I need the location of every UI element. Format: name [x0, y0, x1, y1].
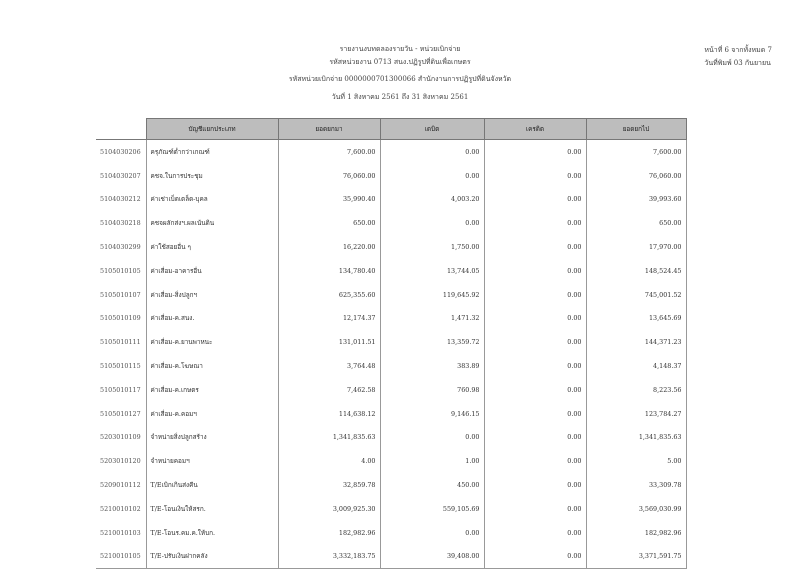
table-row — [96, 330, 686, 354]
opening-balance: 7,462.58 — [278, 378, 380, 402]
account-name: ครุภัณฑ์ต่ำกว่าเกณฑ์ — [146, 140, 278, 164]
account-code: 5105010109 — [96, 307, 146, 331]
account-code: 5104030299 — [96, 235, 146, 259]
closing-balance: 4,148.37 — [586, 354, 686, 378]
closing-balance: 1,341,835.63 — [586, 426, 686, 450]
credit-amount: 0.00 — [484, 545, 586, 569]
opening-balance: 16,220.00 — [278, 235, 380, 259]
debit-amount: 760.98 — [380, 378, 484, 402]
trial-balance-table — [96, 118, 687, 569]
account-name: จำหน่ายคอมฯ — [146, 449, 278, 473]
account-name: T/E-โอนร.คม.ค.ให้บก. — [146, 521, 278, 545]
credit-amount: 0.00 — [484, 473, 586, 497]
table-row — [96, 378, 686, 402]
account-name: ค่าเสื่อม-อาคารอื่น — [146, 259, 278, 283]
account-name: ค่าเสื่อม-ค.เกษตร — [146, 378, 278, 402]
table-row — [96, 307, 686, 331]
account-code: 5104030207 — [96, 164, 146, 188]
debit-amount: 39,408.00 — [380, 545, 484, 569]
credit-amount: 0.00 — [484, 330, 586, 354]
opening-balance: 4.00 — [278, 449, 380, 473]
credit-amount: 0.00 — [484, 211, 586, 235]
closing-balance: 7,600.00 — [586, 140, 686, 164]
credit-amount: 0.00 — [484, 497, 586, 521]
opening-balance: 3,332,183.75 — [278, 545, 380, 569]
debit-amount: 559,105.69 — [380, 497, 484, 521]
debit-amount: 0.00 — [380, 164, 484, 188]
closing-balance: 33,309.78 — [586, 473, 686, 497]
closing-balance: 8,223.56 — [586, 378, 686, 402]
closing-balance: 76,060.00 — [586, 164, 686, 188]
opening-balance: 182,982.96 — [278, 521, 380, 545]
opening-balance: 625,355.60 — [278, 283, 380, 307]
header-credit: เครดิต — [484, 119, 586, 140]
account-code: 5105010111 — [96, 330, 146, 354]
account-code: 5203010120 — [96, 449, 146, 473]
table-row — [96, 473, 686, 497]
credit-amount: 0.00 — [484, 521, 586, 545]
closing-balance: 13,645.69 — [586, 307, 686, 331]
opening-balance: 650.00 — [278, 211, 380, 235]
account-code: 5105010107 — [96, 283, 146, 307]
account-name: ค่าใช้สอยอื่น ๆ — [146, 235, 278, 259]
table-row — [96, 235, 686, 259]
account-name: ค่าเช่าเบ็ดเตล็ด-บุคล — [146, 188, 278, 212]
debit-amount: 0.00 — [380, 211, 484, 235]
debit-amount: 0.00 — [380, 426, 484, 450]
credit-amount: 0.00 — [484, 378, 586, 402]
header-code — [96, 119, 146, 140]
closing-balance: 182,982.96 — [586, 521, 686, 545]
closing-balance: 17,970.00 — [586, 235, 686, 259]
account-name: ค่าเสื่อม-ค.โฆษณา — [146, 354, 278, 378]
table-row — [96, 449, 686, 473]
account-name: ค่าเสื่อม-ค.สนง. — [146, 307, 278, 331]
opening-balance: 3,009,925.30 — [278, 497, 380, 521]
header-opening: ยอดยกมา — [278, 119, 380, 140]
header-debit: เดบิต — [380, 119, 484, 140]
opening-balance: 35,990.40 — [278, 188, 380, 212]
credit-amount: 0.00 — [484, 188, 586, 212]
table-row — [96, 521, 686, 545]
debit-amount: 383.89 — [380, 354, 484, 378]
closing-balance: 3,569,030.99 — [586, 497, 686, 521]
closing-balance: 144,371.23 — [586, 330, 686, 354]
agency-code: รหัสหน่วยงาน 0713 สนง.ปฏิรูปที่ดินเพื่อเกษตร — [329, 58, 471, 66]
closing-balance: 745,001.52 — [586, 283, 686, 307]
credit-amount: 0.00 — [484, 307, 586, 331]
opening-balance: 1,341,835.63 — [278, 426, 380, 450]
account-name: คชจ.ในการประชุม — [146, 164, 278, 188]
opening-balance: 7,600.00 — [278, 140, 380, 164]
account-name: ค่าเสื่อม-ค.คอมฯ — [146, 402, 278, 426]
header-account: บัญชีแยกประเภท — [146, 119, 278, 140]
debit-amount: 1.00 — [380, 449, 484, 473]
account-code: 5105010115 — [96, 354, 146, 378]
print-date: วันที่พิมพ์ 03 กันยายน — [704, 59, 771, 67]
closing-balance: 650.00 — [586, 211, 686, 235]
credit-amount: 0.00 — [484, 235, 586, 259]
debit-amount: 450.00 — [380, 473, 484, 497]
account-code: 5210010105 — [96, 545, 146, 569]
credit-amount: 0.00 — [484, 354, 586, 378]
report-period: วันที่ 1 สิงหาคม 2561 ถึง 31 สิงหาคม 2561 — [331, 93, 469, 101]
account-code: 5210010102 — [96, 497, 146, 521]
opening-balance: 114,638.12 — [278, 402, 380, 426]
credit-amount: 0.00 — [484, 283, 586, 307]
debit-amount: 13,744.05 — [380, 259, 484, 283]
page-number: หน้าที่ 6 จากทั้งหมด 7 — [704, 46, 772, 54]
account-name: T/Eเบิกเกินส่งคืน — [146, 473, 278, 497]
account-code: 5105010127 — [96, 402, 146, 426]
account-code: 5203010109 — [96, 426, 146, 450]
table-row — [96, 259, 686, 283]
table-row — [96, 545, 686, 569]
page-info — [704, 44, 772, 70]
header-closing: ยอดยกไป — [586, 119, 686, 140]
debit-amount: 13,359.72 — [380, 330, 484, 354]
account-code: 5210010103 — [96, 521, 146, 545]
account-name: ค่าเสื่อม-ค.ยานพาหนะ — [146, 330, 278, 354]
table-row — [96, 426, 686, 450]
account-name: คชจผลักส่งฯ.ผลเน้นดิน — [146, 211, 278, 235]
opening-balance: 12,174.37 — [278, 307, 380, 331]
closing-balance: 3,371,591.75 — [586, 545, 686, 569]
account-code: 5104030212 — [96, 188, 146, 212]
table-row — [96, 188, 686, 212]
debit-amount: 4,003.20 — [380, 188, 484, 212]
credit-amount: 0.00 — [484, 140, 586, 164]
debit-amount: 1,750.00 — [380, 235, 484, 259]
debit-amount: 0.00 — [380, 140, 484, 164]
account-code: 5104030206 — [96, 140, 146, 164]
credit-amount: 0.00 — [484, 449, 586, 473]
debit-amount: 9,146.15 — [380, 402, 484, 426]
report-title: รายงานงบทดลองรายวัน - หน่วยเบิกจ่าย — [339, 45, 461, 53]
table-row — [96, 283, 686, 307]
credit-amount: 0.00 — [484, 259, 586, 283]
credit-amount: 0.00 — [484, 402, 586, 426]
debit-amount: 1,471.32 — [380, 307, 484, 331]
account-code: 5104030218 — [96, 211, 146, 235]
table-row — [96, 402, 686, 426]
debit-amount: 119,645.92 — [380, 283, 484, 307]
account-code: 5209010112 — [96, 473, 146, 497]
credit-amount: 0.00 — [484, 426, 586, 450]
table-row — [96, 354, 686, 378]
table-row — [96, 164, 686, 188]
table-row — [96, 211, 686, 235]
account-name: จำหน่ายสิ่งปลูกสร้าง — [146, 426, 278, 450]
closing-balance: 148,524.45 — [586, 259, 686, 283]
closing-balance: 123,784.27 — [586, 402, 686, 426]
closing-balance: 5.00 — [586, 449, 686, 473]
table-row — [96, 497, 686, 521]
account-code: 5105010117 — [96, 378, 146, 402]
table-row — [96, 140, 686, 164]
account-code: 5105010105 — [96, 259, 146, 283]
debit-amount: 0.00 — [380, 521, 484, 545]
payer-code: รหัสหน่วยเบิกจ่าย 0000000701300066 สำนักงานการปฏิรูปที่ดินจังหวัด — [288, 75, 512, 83]
table-header-row — [96, 119, 686, 140]
opening-balance: 32,859.78 — [278, 473, 380, 497]
opening-balance: 76,060.00 — [278, 164, 380, 188]
closing-balance: 39,993.60 — [586, 188, 686, 212]
credit-amount: 0.00 — [484, 164, 586, 188]
opening-balance: 3,764.48 — [278, 354, 380, 378]
opening-balance: 134,780.40 — [278, 259, 380, 283]
account-name: ค่าเสื่อม-สิ่งปลูกฯ — [146, 283, 278, 307]
account-name: T/E-ปรับเงินฝากคลัง — [146, 545, 278, 569]
account-name: T/E-โอนเงินให้สรก. — [146, 497, 278, 521]
opening-balance: 131,011.51 — [278, 330, 380, 354]
